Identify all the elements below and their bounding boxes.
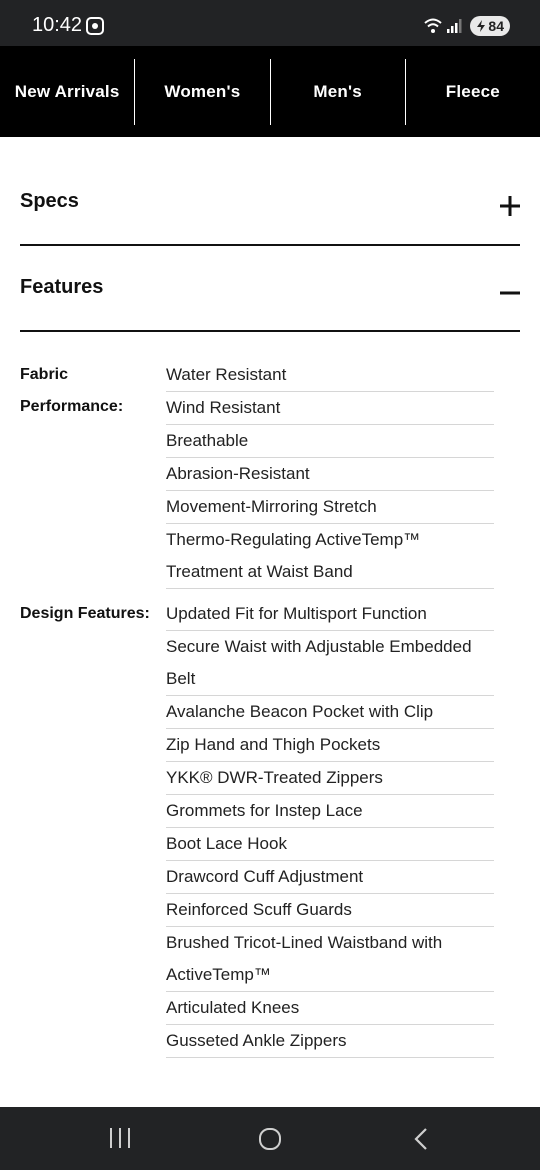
features-title: Features xyxy=(20,276,104,298)
status-time: 10:42 xyxy=(32,14,83,36)
list-item: Drawcord Cuff Adjustment xyxy=(166,861,494,894)
specs-title: Specs xyxy=(20,190,79,212)
design-features-list xyxy=(166,598,494,1058)
list-item: Water Resistant xyxy=(166,359,494,392)
recent-apps-icon[interactable] xyxy=(108,1127,132,1149)
nav-item-new-arrivals[interactable]: New Arrivals xyxy=(0,59,135,125)
list-item: YKK® DWR-Treated Zippers xyxy=(166,762,494,795)
list-item: Zip Hand and Thigh Pockets xyxy=(166,729,494,762)
list-item: Reinforced Scuff Guards xyxy=(166,894,494,927)
list-item: Grommets for Instep Lace xyxy=(166,795,494,828)
category-nav xyxy=(0,46,540,137)
nav-item-womens[interactable]: Women's xyxy=(135,59,270,125)
list-item: Gusseted Ankle Zippers xyxy=(166,1025,494,1058)
minus-icon[interactable] xyxy=(500,283,520,303)
back-icon[interactable] xyxy=(412,1127,432,1151)
battery-level: 84 xyxy=(488,18,504,34)
design-features-label: Design Features: xyxy=(20,605,150,622)
specs-accordion-header[interactable] xyxy=(20,160,520,246)
list-item: Brushed Tricot-Lined Waistband with ActiveTemp™ xyxy=(166,927,494,992)
fabric-performance-list xyxy=(166,359,494,589)
list-item: Movement-Mirroring Stretch xyxy=(166,491,494,524)
list-item: Secure Waist with Adjustable Embedded Belt xyxy=(166,631,494,696)
home-icon[interactable] xyxy=(258,1127,282,1151)
list-item: Avalanche Beacon Pocket with Clip xyxy=(166,696,494,729)
list-item: Updated Fit for Multisport Function xyxy=(166,598,494,631)
list-item: Breathable xyxy=(166,425,494,458)
system-nav-bar xyxy=(0,1107,540,1170)
signal-icon xyxy=(446,18,462,34)
list-item: Boot Lace Hook xyxy=(166,828,494,861)
list-item: Wind Resistant xyxy=(166,392,494,425)
nav-item-mens[interactable]: Men's xyxy=(271,59,406,125)
fabric-performance-label: Fabric Performance: xyxy=(20,366,124,415)
battery-indicator xyxy=(470,16,510,36)
nav-item-fleece[interactable]: Fleece xyxy=(445,81,500,101)
plus-icon[interactable] xyxy=(500,196,520,216)
wifi-icon xyxy=(424,18,442,34)
list-item: Thermo-Regulating ActiveTemp™ Treatment at Waist Band xyxy=(166,524,494,589)
battery-saver-icon xyxy=(476,20,486,32)
screenshot-icon xyxy=(86,17,104,35)
list-item: Articulated Knees xyxy=(166,992,494,1025)
features-accordion-header[interactable] xyxy=(20,246,520,332)
list-item: Abrasion-Resistant xyxy=(166,458,494,491)
status-bar xyxy=(0,0,540,46)
